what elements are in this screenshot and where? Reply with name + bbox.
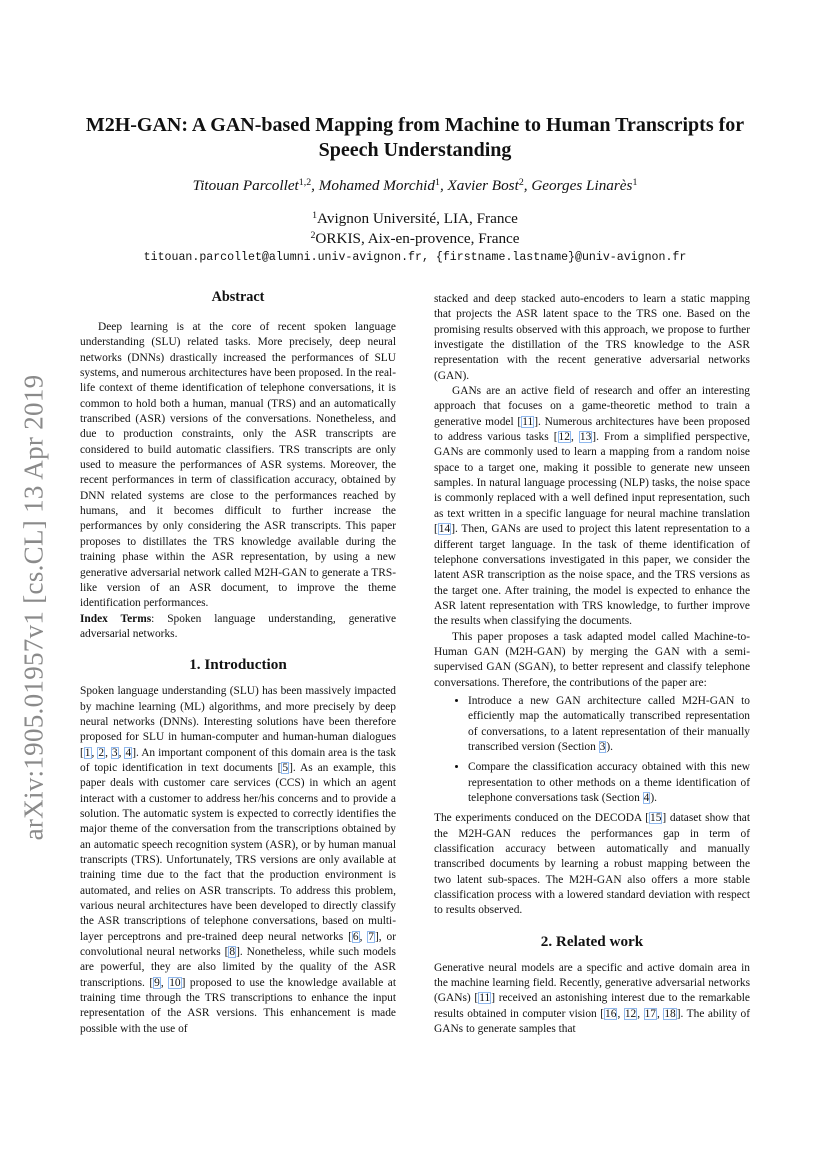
paper-title: M2H-GAN: A GAN-based Mapping from Machine to Human Transcripts for Speech Understanding [85,114,745,161]
citation-link[interactable]: 3 [111,746,118,759]
citation-link[interactable]: 17 [644,1007,656,1020]
affiliation-1: $^1$Avignon Université, LIA, France [312,210,518,227]
author-affiliation-marker: 1 [632,177,638,188]
author-affiliation-marker: 1 [435,177,440,188]
citation-link[interactable]: 18 [664,1007,676,1020]
author-name: Mohamed Morchid [318,177,435,194]
abstract-text: Deep learning is at the core of recent spoken language understanding (SLU) related tasks. More precisely, deep neural networks (DNNs) drastically increased the performances of SLU systems, and numerous architectures have been proposed. In the real-life context of theme identification of telephone conversations, it is common to hold both a human, manual (TRS) and an automatically transcribed (ASR) versions of the conversations. Nonetheless, and due to production constraints, only the ASR transcripts are considered to build automatic classifiers. TRS transcripts are only used to measure the performances of ASR systems. Moreover, the recent performances in term of classification accuracy, obtained by DNN related systems are close to the performances reached by humans, and it becomes difficult to further increase the performances by only considering the ASR transcripts. This paper proposes to distillates the TRS knowledge available during the training phase within the ASR representation, by using a new generative adversarial network called M2H-GAN to generate a TRS-like version of an ASR document, to improve the theme identification performances. [80,321,396,610]
author-name: Titouan Parcollet [192,177,299,194]
citation-link[interactable]: 7 [368,930,374,943]
citation-link[interactable]: 2 [98,746,105,759]
citation-link[interactable]: 8 [229,946,236,959]
citation-link[interactable]: 5 [282,761,289,774]
citation-link[interactable]: 11 [479,992,491,1005]
author-name: Xavier Bost [447,177,519,194]
introduction-paragraph: The experiments conduced on the DECODA [15] dataset show that the M2H-GAN reduces the performances gap in term of classification accuracy between automatically and manually transcribed documents by learning a robust mapping between the two latent sub-spaces. The M2H-GAN also offers a more stable classification process with a lowered standard deviation with respect to results observed. [434,812,750,917]
author-list: Titouan Parcollet$^{1,2}$, Mohamed Morchid$^1$, Xavier Bost$^2$, Georges Linarès$^1$ [192,177,638,194]
citation-link[interactable]: 4 [125,746,132,759]
section-link[interactable]: 3 [599,740,606,753]
arxiv-identifier: arXiv:1905.01957v1 [cs.CL] 13 Apr 2019 [18,374,49,841]
citation-link[interactable]: 12 [558,431,570,444]
contribution-list [434,694,750,806]
section-link[interactable]: 4 [643,792,650,804]
introduction-paragraph: Spoken language understanding (SLU) has been massively impacted by machine learning (ML) algorithms, and more precisely by deep neural networks (DNNs). Interesting solutions have been therefore proposed for SLU in human-computer and human-human dialogues [1, 2, 3, 4]. An important component of this domain area is the task of topic identification in text documents [5]. As an example, this paper deals with customer care services (CCS) in which an agent interact with a customer to address her/his concerns and to provide a solution. The automatic system is expected to correctly identifies the major theme of the conversation from the transcriptions obtained by an automatic speech recognition system (ASR), or by human manual transcripts (TRS). Unfortunately, TRS versions are only available at training time due to the fact that the production environment is automated, and relies on ASR transcripts. To address this problem, various neural architectures have been developed to directly classify the ASR transcriptions of telephone conversations, based on multi-layer perceptrons and pre-trained deep neural networks [6, 7], or convolutional neural networks [8]. Nonetheless, while such models are powerful, they are also limited by the quality of the ASR transcriptions. [9, 10] proposed to use the knowledge available at training time through the TRS transcriptions to enhance the input representation of the ASR versions. This enhancement is made possible with the use of [80,685,396,1035]
abstract-heading: Abstract [211,289,265,305]
affiliation-2: $^2$ORKIS, Aix-en-provence, France [310,230,520,247]
author-affiliation-marker: 1,2 [298,177,312,188]
author-affiliation-marker: 2 [518,177,524,188]
right-column [434,292,750,1037]
introduction-paragraph: This paper proposes a task adapted model called Machine-to-Human GAN (M2H-GAN) by merging the GAN with a semi-supervised GAN (SGAN), to better represent and classify telephone conversations. Therefore, the contributions of the paper are: [434,630,750,689]
citation-link[interactable]: 9 [154,976,160,989]
left-column [80,288,396,1037]
citation-link[interactable]: 6 [352,930,359,943]
citation-link[interactable]: 10 [169,976,181,989]
citation-link[interactable]: 12 [624,1007,637,1020]
list-item: • Introduce a new GAN architecture called M2H-GAN to efficiently map the automatically transcribed representation of conversations, to a latent representation of their manually transcribed version (Section 3). [468,694,750,755]
citation-link[interactable]: 11 [522,415,534,428]
list-item: • Compare the classification accuracy obtained with this new representation to other methods on a theme identification of telephone conversations task (Section 4). [468,760,750,806]
section-heading-related-work: 2. Related work [540,932,644,950]
citation-link[interactable]: 15 [650,812,662,825]
citation-link[interactable]: 13 [579,431,592,444]
citation-link[interactable]: 1 [84,746,91,759]
introduction-paragraph: GANs are an active field of research and offer an interesting approach that focuses on a game-theoretic method to train a generative model [11]. Numerous architectures have been proposed to address various tasks [12, 13]. From a simplified perspective, GANs are commonly used to learn a mapping from a random noise space to a target one, making it possible to generate new unseen samples. In natural language processing (NLP) tasks, the noise space is commonly replaced with a well defined input representation, such as text written in a specific language for neural machine translation [14]. Then, GANs are used to project this latent representation to a different target language. In the task of theme identification of telephone conversations investigated in this paper, we consider the latent ASR transcription as the noise space, and the TRS versions as the target one. After training, the model is expected to enhance the ASR latent representation with TRS knowledge, to further improve the results when classifying the documents. [434,385,750,628]
related-work-paragraph: Generative neural models are a specific and active domain area in the machine learning field. Recently, generative adversarial networks (GANs) [11] received an astonishing interest due to the remarkable results obtained in computer vision [16, 12, 17, 18]. The ability of GANs to generate samples that [434,961,751,1036]
citation-link[interactable]: 16 [605,1007,617,1020]
section-heading-introduction: 1. Introduction [189,656,287,674]
introduction-paragraph: stacked and deep stacked auto-encoders to learn a static mapping that projects the ASR latent space to the TRS one. Based on the promising results observed with this approach, we propose to further investigate the distillation of the TRS knowledge to the ASR representation with the recent generative adversarial networks (GAN). [434,293,750,382]
author-emails: titouan.parcollet@alumni.univ-avignon.fr, {firstname.lastname}@univ-avignon.fr [143,251,687,264]
author-name: Georges Linarès [531,177,633,194]
index-terms: Index Terms: Spoken language understanding, generative adversarial networks. [80,612,396,640]
citation-link[interactable]: 14 [438,523,451,536]
